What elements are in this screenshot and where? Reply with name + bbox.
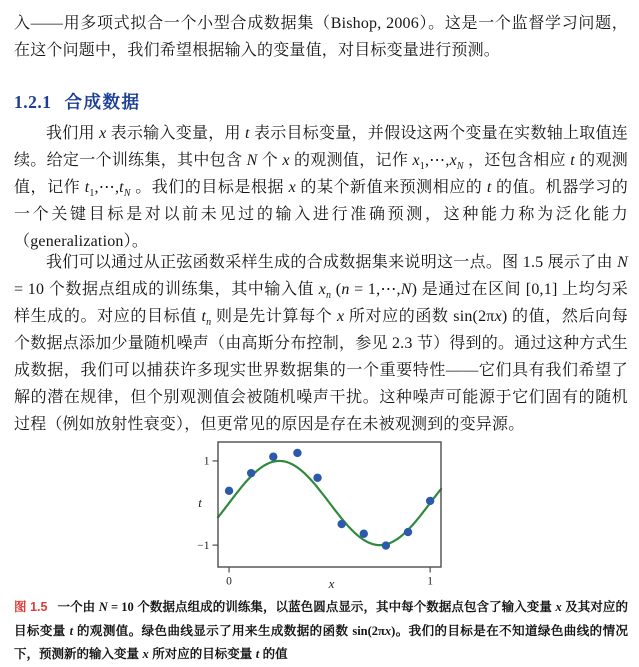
section-number: 1.2.1	[14, 92, 52, 112]
figure-caption-label: 图 1.5	[14, 600, 48, 614]
figure-plot	[190, 436, 452, 594]
data-point	[225, 487, 233, 495]
data-point	[313, 474, 321, 482]
y-tick-label: −1	[197, 539, 210, 552]
x-tick-label: 0	[226, 575, 232, 588]
figure-caption	[14, 596, 628, 667]
data-point	[337, 520, 345, 528]
body-paragraph-2: 我们用 x 表示输入变量，用 t 表示目标变量，并假设这两个变量在实数轴上取值连续。给定一个训练集，其中包含 N 个 x 的观测值，记作 $x_1,\cdots,x_N$ ，还包含相应 t 的观测值，记作 $t_1,\cdots,t_N$ 。我们的目标是根据 x 的某个新值来预测相应的 t 的值。机器学习的一个关键目标是对以前未见过的输入进行准确预测，这种能力称为泛化能力（generalization）。	[14, 125, 628, 250]
data-point	[247, 469, 255, 477]
x-axis-label: x	[328, 576, 335, 591]
data-point	[382, 541, 390, 549]
data-point	[360, 530, 368, 538]
y-tick-label: 1	[203, 455, 210, 468]
x-tick-label: 1	[427, 575, 434, 588]
body-paragraph-3: 我们可以通过从正弦函数采样生成的合成数据集来说明这一点。图 1.5 展示了由 N = 10 个数据点组成的训练集，其中输入值 $x_n$ (n = 1,⋯,N) 是通过在区间 [0,1] 上均匀采样生成的。对应的目标值 $t_n$ 则是先计算每个 x 所对应的函数 sin(2πx) 的值，然后向每个数据点添加少量随机噪声（由高斯分布控制，参见 2.3 节）得到的。通过这种方式生成数据，我们可以捕获许多现实世界数据集的一个重要特性——它们具有我们希望了解的潜在规律，但个别观测值会被随机噪声干扰。这种噪声可能源于它们固有的随机过程（例如放射性衰变），但更常见的原因是存在未被观测到的变异源。	[14, 254, 628, 433]
data-point	[426, 497, 434, 505]
y-axis-label: t	[198, 495, 202, 511]
data-point	[404, 528, 412, 536]
body-paragraph-1: 入——用多项式拟合一个小型合成数据集（Bishop, 2006）。这是一个监督学习问题，在这个问题中，我们希望根据输入的变量值，对目标变量进行预测。	[14, 15, 628, 59]
section-heading	[14, 89, 141, 114]
figure-caption-text: 一个由 N = 10 个数据点组成的训练集，以蓝色圆点显示，其中每个数据点包含了输入变量 x 及其对应的目标变量 t 的观测值。绿色曲线显示了用来生成数据的函数 sin(2πx)。我们的目标是在不知道绿色曲线的情况下，预测新的输入变量 x 所对应的目标变量 t 的值	[14, 600, 628, 661]
data-point	[293, 449, 301, 457]
section-title: 合成数据	[64, 92, 141, 112]
data-point	[269, 453, 277, 461]
